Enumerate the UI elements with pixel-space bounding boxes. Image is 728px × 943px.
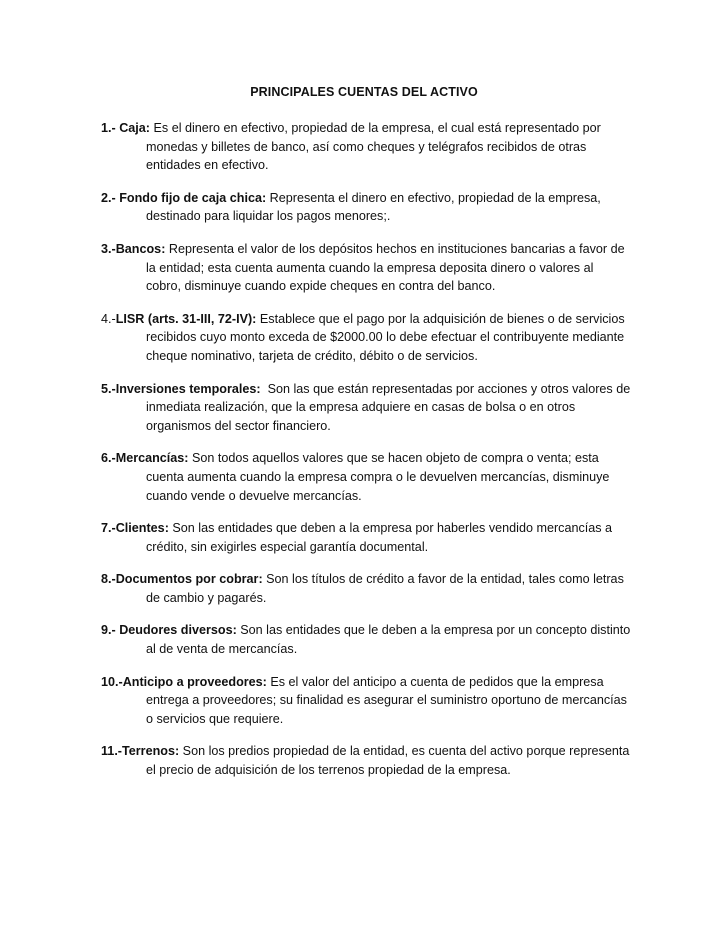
entry-text: Son todos aquellos valores que se hacen objeto de compra o venta; esta cuenta aumenta cuando la empresa compra o le devuelven mercancías, disminuye cuando vende o devuelve mercancías. [146, 451, 610, 503]
entry-text: Es el valor del anticipo a cuenta de pedidos que la empresa entrega a proveedores; su finalidad es asegurar el suministro oportuno de mercancías o servicios que requiere. [146, 674, 627, 726]
entry-text: Son los títulos de crédito a favor de la entidad, tales como letras de cambio y pagarés. [146, 572, 624, 605]
entry-documentos-por-cobrar [101, 570, 631, 607]
entry-term: 8.-Documentos por cobrar: [101, 572, 263, 587]
entry-anticipo-proveedores [101, 673, 631, 729]
entry-term: 5.-Inversiones temporales: [101, 381, 261, 396]
account-list [101, 119, 634, 794]
entry-text: Representa el valor de los depósitos hechos en instituciones bancarias a favor de la entidad; esta cuenta aumenta cuando la empresa deposita dinero o valores al cobro, disminuye cuando expide cheques en contra del banco. [146, 241, 625, 294]
entry-term: 11.-Terrenos: [101, 744, 180, 759]
entry-prefix: 4.- [101, 311, 116, 326]
entry-text: Son las entidades que deben a la empresa por haberles vendido mercancías a crédito, sin exigirles especial garantía documental. [146, 521, 613, 554]
entry-text: Son las que están representadas por acciones y otros valores de inmediata realización, que la empresa adquiere en casas de bolsa o en otros organismos del sector financiero. [146, 381, 634, 433]
entry-term: LISR (arts. 31-III, 72-IV): [115, 311, 257, 326]
entry-text: Son las entidades que le deben a la empresa por un concepto distinto al de venta de mercancías. [146, 623, 631, 657]
entry-clientes [101, 519, 631, 556]
entry-term: 10.-Anticipo a proveedores: [101, 674, 267, 689]
entry-inversiones-temporales [101, 380, 634, 436]
entry-term: 2.- Fondo fijo de caja chica: [101, 190, 267, 205]
entry-mercancias [101, 449, 631, 505]
entry-term: 3.-Bancos: [101, 241, 166, 256]
entry-text: Es el dinero en efectivo, propiedad de la empresa, el cual está representado por monedas y billetes de banco, así como cheques y telégrafos recibidos de otras entidades en efectivo. [146, 121, 601, 173]
entry-deudores-diversos [101, 621, 631, 658]
entry-text: Representa el dinero en efectivo, propiedad de la empresa, destinado para liquidar los pagos menores;. [146, 190, 601, 224]
entry-terrenos [101, 742, 631, 779]
entry-term: 1.- Caja: [101, 121, 150, 135]
entry-term: 6.-Mercancías: [101, 451, 189, 466]
entry-text: Establece que el pago por la adquisición de bienes o de servicios recibidos cuyo monto exceda de $2000.00 lo debe efectuar el contribuyente mediante cheque nominativo, tarjeta de crédito, débito o de servicios. [146, 311, 625, 363]
entry-fondo-fijo [101, 189, 631, 226]
entry-caja [101, 119, 631, 175]
entry-text: Son los predios propiedad de la entidad, es cuenta del activo porque representa el precio de adquisición de los terrenos propiedad de la empresa. [146, 744, 630, 778]
entry-term: 7.-Clientes: [101, 521, 169, 536]
entry-lisr [101, 310, 631, 366]
entry-term: 9.- Deudores diversos: [101, 623, 237, 638]
page-title: PRINCIPALES CUENTAS DEL ACTIVO [250, 85, 478, 99]
entry-bancos [101, 240, 631, 296]
